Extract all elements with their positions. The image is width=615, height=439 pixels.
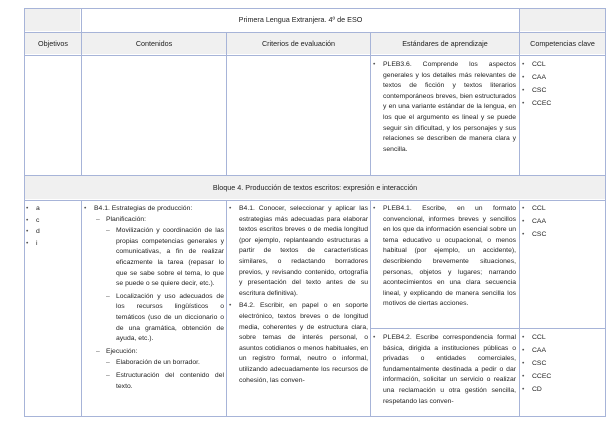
ejecucion-label: Ejecución: xyxy=(106,347,138,355)
contenido-localizacion: – Localización y uso adecuados de los recursos lingüísticos o temáticos (uso de un diccionario o de una gramática, obtención de ayuda, etc.). xyxy=(94,292,224,345)
standard-pleb3-6: • PLEB3.6. Comprende los aspectos generales y los detalles más relevantes de textos de ficción y textos literarios contemporáneos breves, bien estructurados y en una variante estándar de la lengua, en los que el argumento es lineal y se puede seguir sin dificultad, y los personajes y sus relaciones se describen de manera clara y sencilla. xyxy=(373,60,516,155)
standards-list-b4-2 xyxy=(373,333,516,407)
standard-pleb4-2: • PLEB4.2. Escribe correspondencia formal básica, dirigida a instituciones públicas o privadas o entidades comerciales, fundamentalmente destinada a pedir o dar información, solicitar un servicio o realizar una reclamación u otra gestión sencilla, respetando las conven- xyxy=(373,333,516,407)
contenido-estructuracion: – Estructuración del contenido del texto. xyxy=(94,371,224,392)
column-header-contenidos: Contenidos xyxy=(135,39,173,48)
competencia-item: • CCL xyxy=(522,333,602,344)
contenido-ejecucion xyxy=(94,347,224,392)
competencias-list xyxy=(522,60,602,110)
standards-list-b4-1 xyxy=(373,204,516,310)
competencia-item: • CCEC xyxy=(522,372,602,383)
objetivo-item: • d xyxy=(26,227,80,238)
competencia-item: • CAA xyxy=(522,346,602,357)
column-header-objetivos: Objetivos xyxy=(38,39,68,48)
standard-pleb4-1: • PLEB4.1. Escribe, en un formato convencional, informes breves y sencillos en los que da información esencial sobre un tema educativo u ocupacional, o menos habitual (por ejemplo, un accidente), describiendo brevemente situaciones, personas, objetos y lugares; narrando acontecimientos en una clara secuencia lineal, y explicando de manera sencilla los motivos de ciertas acciones. xyxy=(373,204,516,310)
competencia-item: • CAA xyxy=(522,217,602,228)
column-header-competencias: Competencias clave xyxy=(530,39,595,48)
contenido-b4-1 xyxy=(84,204,224,392)
planificacion-label: Planificación: xyxy=(106,215,147,223)
competencia-item: • CSC xyxy=(522,86,602,97)
contenidos-cell xyxy=(84,204,224,392)
block-title: Bloque 4. Producción de textos escritos: expresión e interacción xyxy=(212,183,418,192)
contenido-planificacion xyxy=(94,215,224,345)
objetivos-list xyxy=(26,204,80,249)
contenido-b4-1-title: B4.1. Estrategias de producción: xyxy=(94,205,193,212)
contenido-movilizacion: – Movilización y coordinación de las propias competencias generales y comunicativas, a fin de realizar eficazmente la tarea (repasar lo que se sabe sobre el tema, lo que se puede o se quiere decir, etc.). xyxy=(94,226,224,290)
table-title: Primera Lengua Extranjera. 4º de ESO xyxy=(238,15,363,24)
competencias-list-b4-2 xyxy=(522,333,602,396)
competencia-item: • CAA xyxy=(522,73,602,84)
competencia-item: • CCL xyxy=(522,204,602,215)
title-cell-bg xyxy=(24,9,80,31)
competencia-item: • CSC xyxy=(522,359,602,370)
criterio-b4-2: • B4.2. Escribir, en papel o en soporte electrónico, textos breves o de longitud media, coherentes y de estructura clara, sobre temas de interés personal, o asuntos cotidianos o menos habituales, en un registro formal, neutro o informal, utilizando adecuadamente los recursos de cohesión, las conven- xyxy=(229,301,368,386)
competencia-item: • CCL xyxy=(522,60,602,71)
title-cell-bg-right xyxy=(520,9,605,31)
competencia-item: • CCEC xyxy=(522,99,602,110)
criterios-list xyxy=(229,204,368,386)
competencia-item: • CSC xyxy=(522,230,602,241)
column-header-criterios: Criterios de evaluación xyxy=(261,39,336,48)
contenido-elaboracion: – Elaboración de un borrador. xyxy=(94,358,224,369)
column-header-estandares: Estándares de aprendizaje xyxy=(402,39,488,48)
criterio-b4-1: • B4.1. Conocer, seleccionar y aplicar las estrategias más adecuadas para elaborar textos escritos breves o de media longitud (por ejemplo, replanteando estructuras a partir de textos de características similares, o redactando borradores previos, y revisando contenido, ortografía y presentación del texto antes de su escritura definitiva). xyxy=(229,204,368,299)
competencias-list-b4-1 xyxy=(522,204,602,241)
standards-list xyxy=(373,60,516,155)
objetivo-item: • c xyxy=(26,216,80,227)
objetivo-item: • i xyxy=(26,239,80,250)
competencia-item: • CD xyxy=(522,385,602,396)
objetivo-item: • a xyxy=(26,204,80,215)
